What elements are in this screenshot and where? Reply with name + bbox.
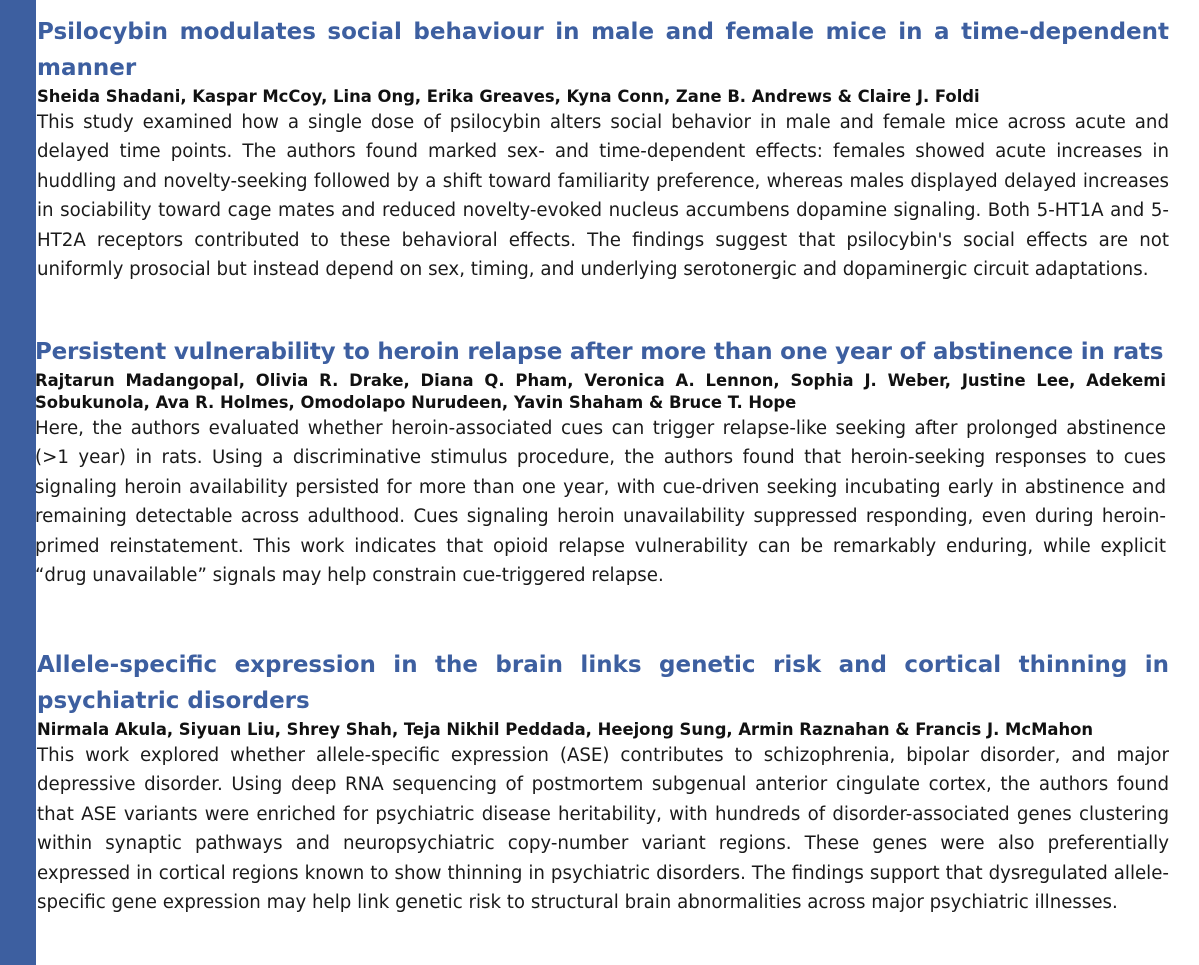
article-abstract: Here, the authors evaluated whether heroin-associated cues can trigger relapse-like seeking after prolonged abstinence (>1 year) in rats. Using a discriminative stimulus procedure, the authors found that heroin-seeking responses to cues signaling heroin availability persisted for more than one year, with cue-driven seeking incubating early in abstinence and remaining detectable across adulthood. Cues signaling heroin unavailability suppressed responding, even during heroin-primed reinstatement. This work indicates that opioid relapse vulnerability can be remarkably enduring, while explicit “drug unavailable” signals may help constrain cue-triggered relapse.	[35, 418, 1166, 587]
article-abstract: This work explored whether allele-specific expression (ASE) contributes to schizophrenia, bipolar disorder, and major depressive disorder. Using deep RNA sequencing of postmortem subgenual anterior cingulate cortex, the authors found that ASE variants were enriched for psychiatric disease heritability, with hundreds of disorder-associated genes clustering within synaptic pathways and neuropsychiatric copy-number variant regions. These genes were also preferentially expressed in cortical regions known to show thinning in psychiatric disorders. The findings support that dysregulated allele-specific gene expression may help link genetic risk to structural brain abnormalities across major psychiatric illnesses.	[37, 745, 1169, 914]
article-title[interactable]: Persistent vulnerability to heroin relapse after more than one year of abstinence in rats	[35, 339, 1164, 365]
article-authors: Sheida Shadani, Kaspar McCoy, Lina Ong, Erika Greaves, Kyna Conn, Zane B. Andrews & Claire J. Foldi	[37, 87, 980, 106]
article-authors: Nirmala Akula, Siyuan Liu, Shrey Shah, Teja Nikhil Peddada, Heejong Sung, Armin Raznahan & Francis J. McMahon	[37, 720, 1094, 739]
article-authors: Rajtarun Madangopal, Olivia R. Drake, Diana Q. Pham, Veronica A. Lennon, Sophia J. Weber, Justine Lee, Adekemi Sobukunola, Ava R. Holmes, Omodolapo Nurudeen, Yavin Shaham & Bruce T. Hope	[35, 371, 1166, 412]
article-abstract: This study examined how a single dose of psilocybin alters social behavior in male and female mice across acute and delayed time points. The authors found marked sex- and time-dependent effects: females showed acute increases in huddling and novelty-seeking followed by a shift toward familiarity preference, whereas males displayed delayed increases in sociability toward cage mates and reduced novelty-evoked nucleus accumbens dopamine signaling. Both 5-HT1A and 5-HT2A receptors contributed to these behavioral effects. The findings suggest that psilocybin's social effects are not uniformly prosocial but instead depend on sex, timing, and underlying serotonergic and dopaminergic circuit adaptations.	[37, 112, 1169, 281]
article-item	[37, 647, 1169, 917]
article-title[interactable]: Psilocybin modulates social behaviour in male and female mice in a time-dependent manner	[37, 19, 1169, 81]
article-title[interactable]: Allele-specific expression in the brain links genetic risk and cortical thinning in psychiatric disorders	[37, 652, 1169, 714]
article-item	[35, 334, 1166, 590]
article-item	[37, 14, 1169, 284]
left-accent-bar	[0, 0, 36, 965]
